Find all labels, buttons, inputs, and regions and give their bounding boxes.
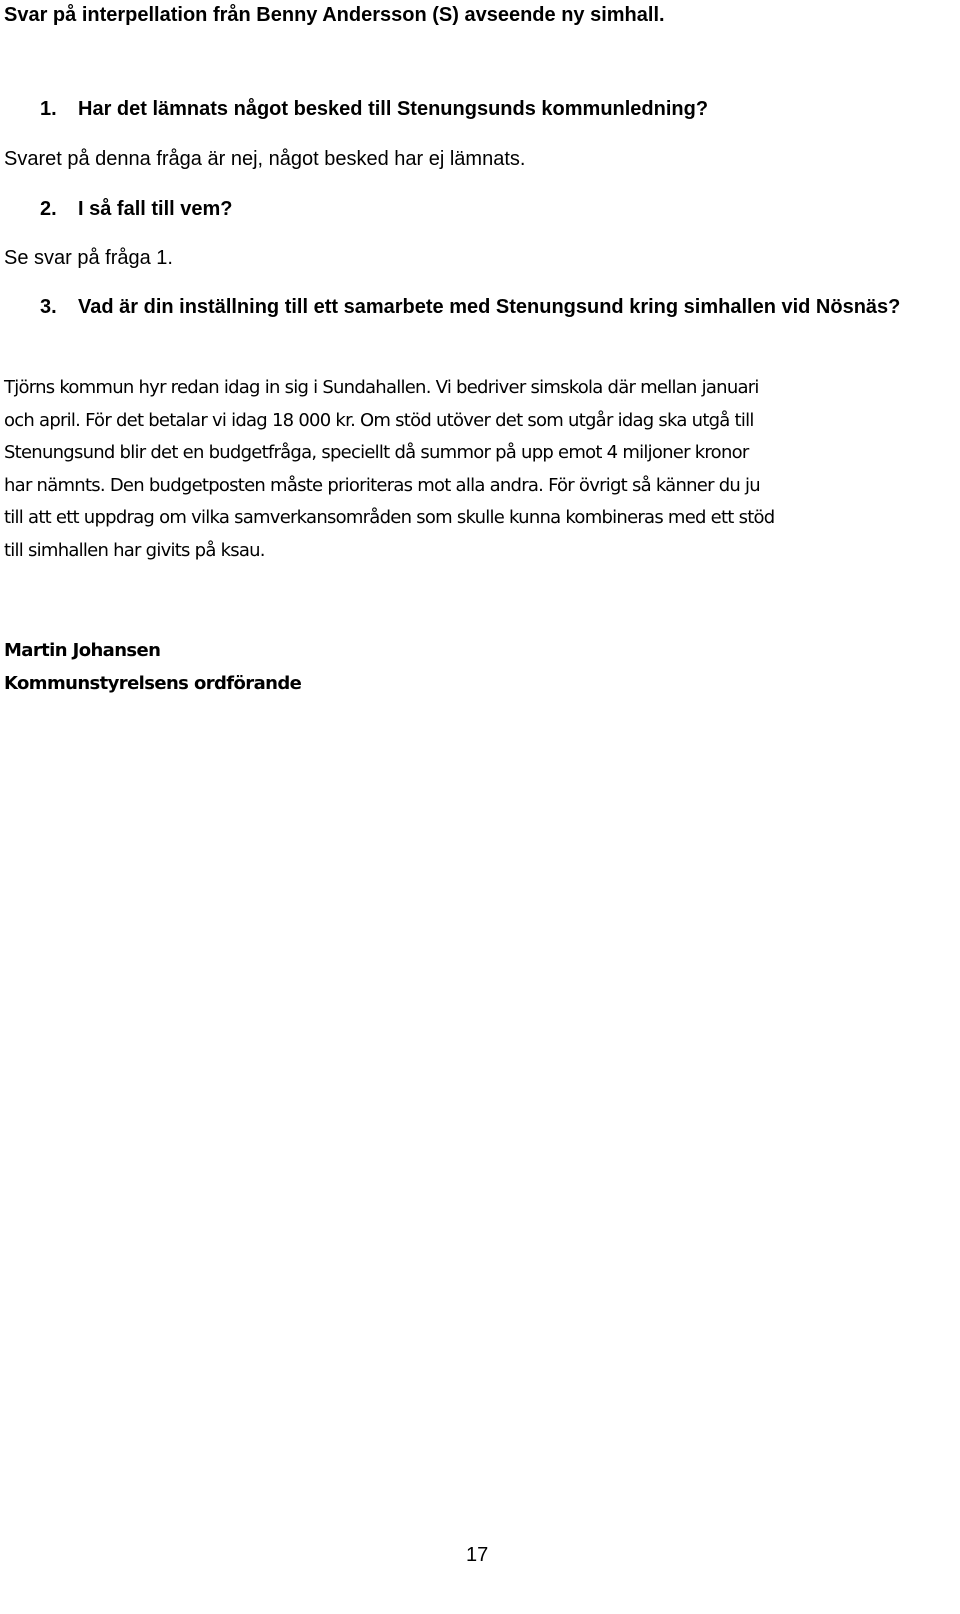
page-number: 17 [466, 1544, 489, 1566]
answer-paragraph [4, 372, 944, 568]
question-1 [0, 92, 940, 126]
paragraph-line: Tjörns kommun hyr redan idag in sig i Sundahallen. Vi bedriver simskola där mellan januari [4, 377, 759, 398]
question-3 [0, 290, 940, 324]
question-text: Vad är din inställning till ett samarbete med Stenungsund kring simhallen vid Nösnäs? [78, 296, 901, 318]
paragraph-line: har nämnts. Den budgetposten måste prioriteras mot alla andra. För övrigt så känner du ju [4, 474, 760, 496]
document-heading: Svar på interpellation från Benny Andersson (S) avseende ny simhall. [4, 4, 665, 26]
question-number: 3. [40, 296, 57, 318]
signature-name: Martin Johansen [4, 640, 161, 661]
paragraph-line: och april. För det betalar vi idag 18 000 kr. Om stöd utöver det som utgår idag ska utgå till [4, 409, 754, 431]
question-text: Har det lämnats något besked till Stenungsunds kommunledning? [78, 98, 709, 120]
signature-title: Kommunstyrelsens ordförande [4, 673, 302, 694]
paragraph-line: till simhallen har givits på ksau. [4, 539, 265, 561]
question-2 [0, 192, 940, 226]
paragraph-line: Stenungsund blir det en budgetfråga, speciellt då summor på upp emot 4 miljoner kronor [4, 442, 749, 464]
answer-2: Se svar på fråga 1. [4, 247, 173, 269]
question-text: I så fall till vem? [78, 198, 233, 220]
question-number: 1. [40, 98, 57, 120]
paragraph-line: till att ett uppdrag om vilka samverkansområden som skulle kunna kombineras med ett stöd [4, 507, 775, 529]
question-number: 2. [40, 198, 57, 220]
answer-1: Svaret på denna fråga är nej, något besked har ej lämnats. [4, 148, 526, 170]
